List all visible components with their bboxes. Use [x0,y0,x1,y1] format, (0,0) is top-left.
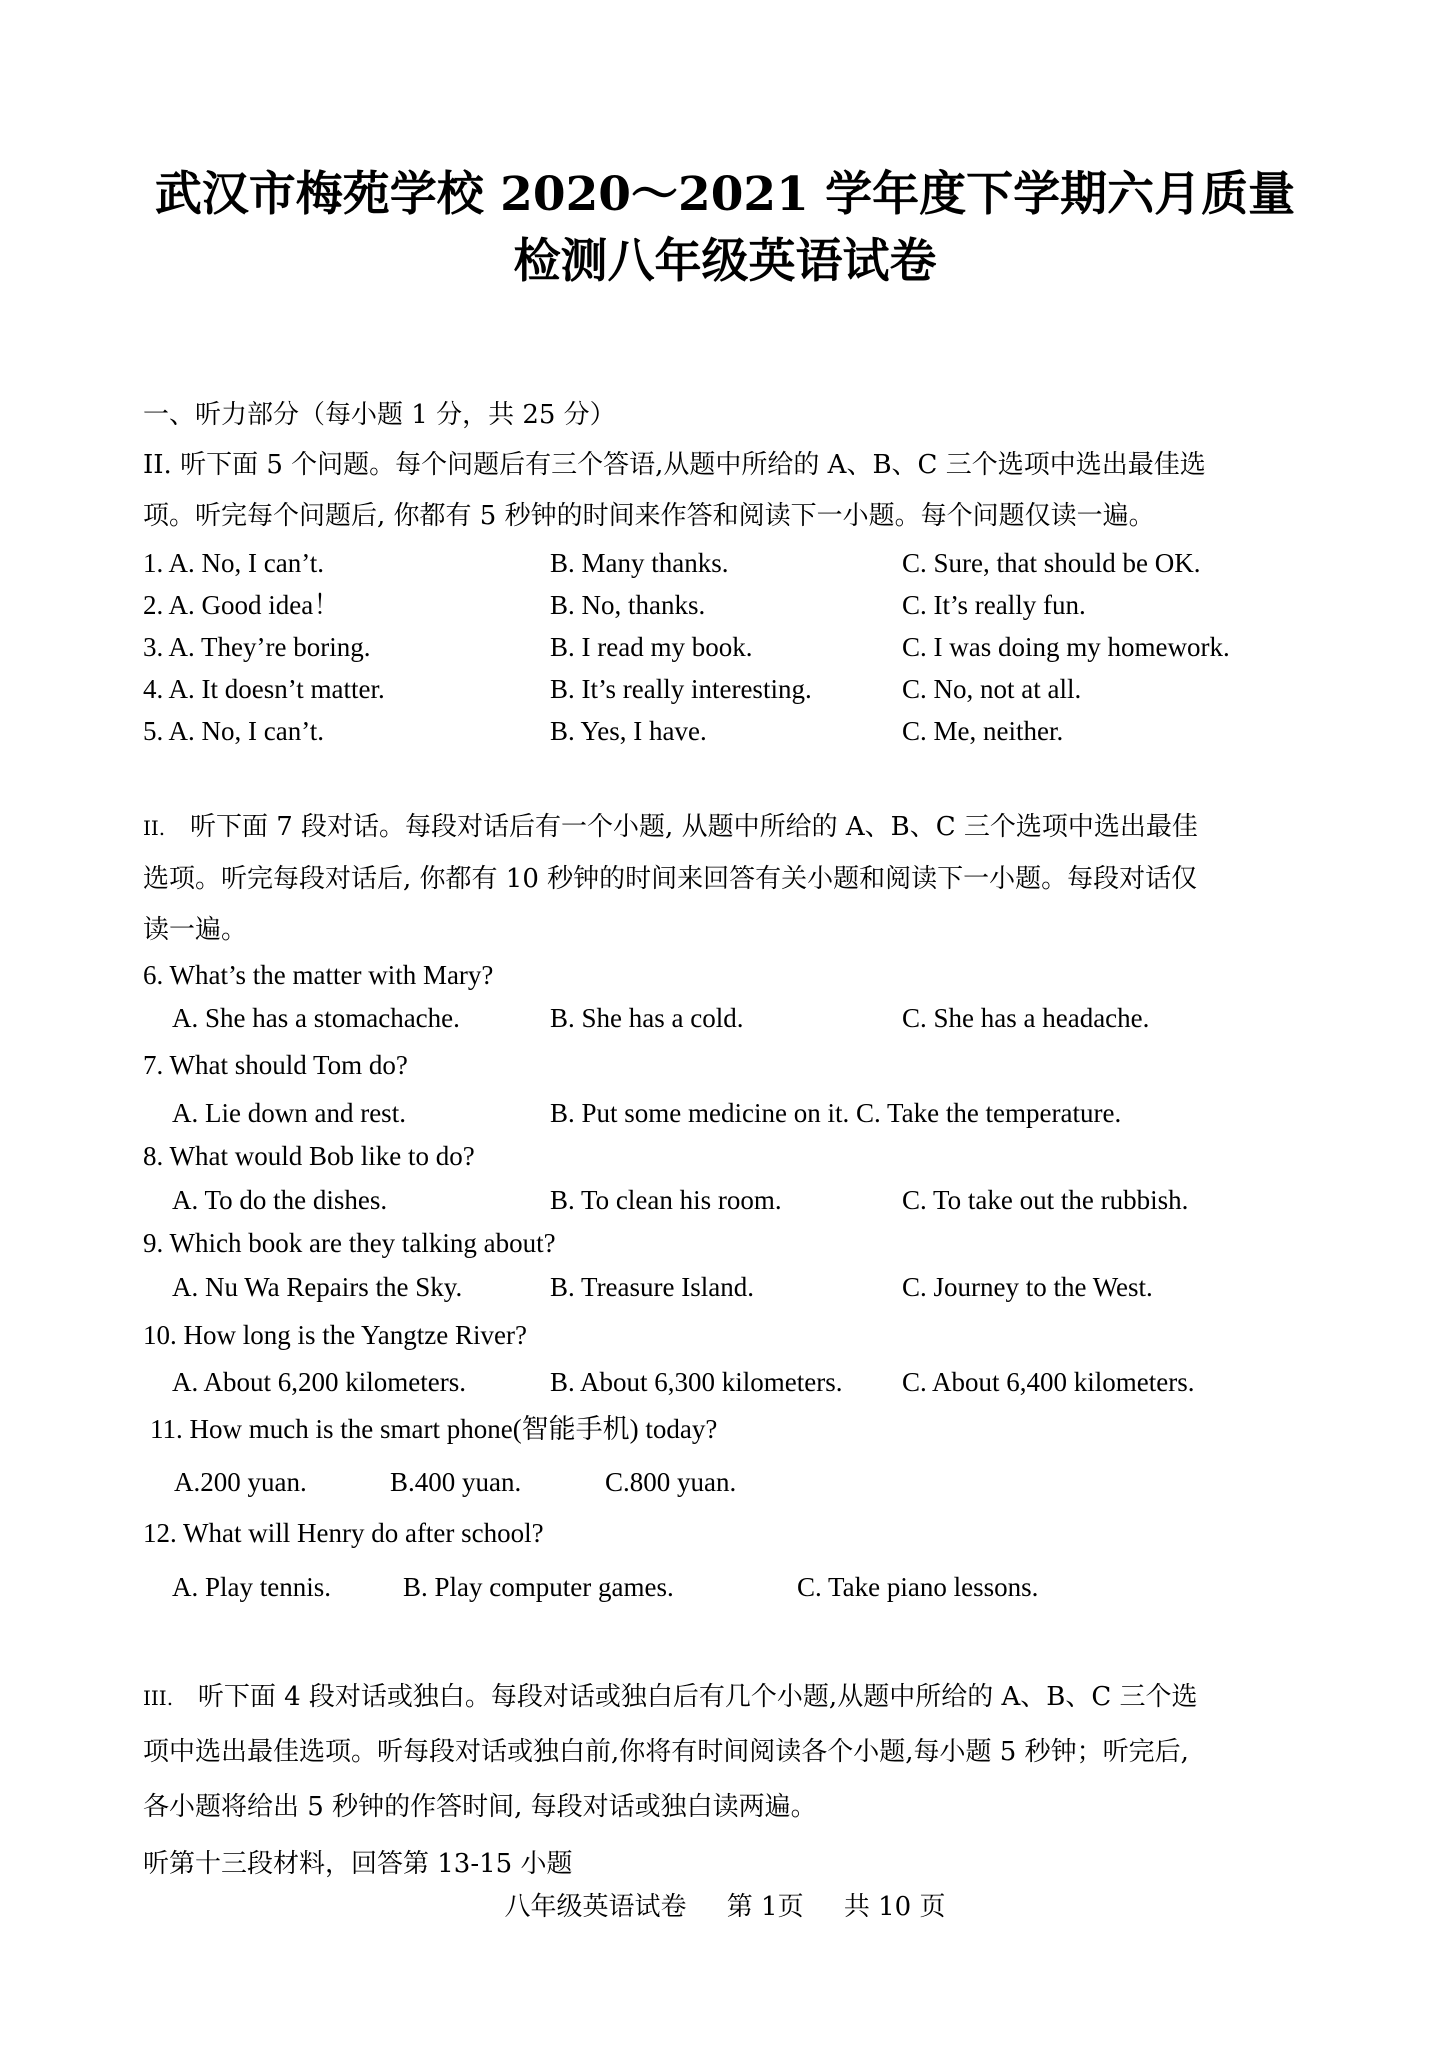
option-b: B. I read my book. [550,632,753,662]
option-a: 1. A. No, I can’t. [143,548,324,578]
option-a: A. She has a stomachache. [172,1003,460,1033]
option-c: C. To take out the rubbish. [902,1185,1189,1215]
option-b: B. No, thanks. [550,590,706,620]
option-a: A. To do the dishes. [172,1185,388,1215]
option-b: B. About 6,300 kilometers. [550,1367,843,1397]
question-text: 6. What’s the matter with Mary? [143,960,494,990]
option-c: C.800 yuan. [605,1467,737,1497]
section-2-instruction-line3: 读一遍。 [143,915,248,945]
option-b: B. Yes, I have. [550,716,707,746]
option-c: C. Take piano lessons. [797,1572,1039,1602]
option-a: 5. A. No, I can’t. [143,716,324,746]
option-a: A. Play tennis. [172,1572,331,1602]
section-3-subheading: 听第十三段材料，回答第 13-15 小题 [143,1849,573,1879]
option-c: C. No, not at all. [902,674,1082,704]
question-text: 8. What would Bob like to do? [143,1141,475,1171]
footer-page-number: 第 1页 [726,1892,804,1922]
question-text: 11. How much is the smart phone(智能手机) today? [150,1414,718,1444]
option-a: 3. A. They’re boring. [143,632,371,662]
option-a: A. Nu Wa Repairs the Sky. [172,1272,463,1302]
option-b: B. Put some medicine on it. C. Take the temperature. [550,1098,1122,1128]
section-3-instruction-text: 听下面 4 段对话或独白。每段对话或独白后有几个小题,从题中所给的 A、B、C 三个选 [197,1682,1198,1712]
section-2-instruction-text: 听下面 7 段对话。每段对话后有一个小题, 从题中所给的 A、B、C 三个选项中选出最佳 [189,812,1198,842]
question-text: 7. What should Tom do? [143,1050,408,1080]
page-footer [0,1890,1450,1924]
option-b: B. She has a cold. [550,1003,744,1033]
option-c: C. Sure, that should be OK. [902,548,1201,578]
section-1-instruction-line1: II. 听下面 5 个问题。每个问题后有三个答语,从题中所给的 A、B、C 三个选项中选出最佳选 [143,450,1206,480]
section-3-instruction-line2: 项中选出最佳选项。听每段对话或独白前,你将有时间阅读各个小题,每小题 5 秒钟；听完后, [143,1737,1189,1767]
exam-title-line1: 武汉市梅苑学校 2020～2021 学年度下学期六月质量 [154,167,1296,222]
section-3-numeral: III. [143,1686,174,1710]
option-c: C. Journey to the West. [902,1272,1153,1302]
option-c: C. It’s really fun. [902,590,1086,620]
section-3-instruction-line3: 各小题将给出 5 秒钟的作答时间, 每段对话或独白读两遍。 [143,1792,817,1822]
option-b: B. It’s really interesting. [550,674,812,704]
option-b: B. To clean his room. [550,1185,782,1215]
option-c: C. She has a headache. [902,1003,1150,1033]
footer-exam-name: 八年级英语试卷 [504,1892,687,1922]
option-b: B. Treasure Island. [550,1272,754,1302]
question-text: 10. How long is the Yangtze River? [143,1320,527,1350]
option-a: A. Lie down and rest. [172,1098,406,1128]
option-c: C. I was doing my homework. [902,632,1230,662]
option-a: 2. A. Good idea！ [143,590,341,620]
option-b: B.400 yuan. [390,1467,522,1497]
option-a: 4. A. It doesn’t matter. [143,674,385,704]
part1-heading: 一、听力部分（每小题 1 分，共 25 分） [143,400,616,430]
option-c: C. About 6,400 kilometers. [902,1367,1195,1397]
footer-total-pages: 共 10 页 [843,1892,946,1922]
option-c: C. Me, neither. [902,716,1064,746]
section-2-instruction-line2: 选项。听完每段对话后, 你都有 10 秒钟的时间来回答有关小题和阅读下一小题。每段对话仅 [143,864,1198,894]
exam-title-line2: 检测八年级英语试卷 [513,234,937,289]
section-2-instruction-line1 [143,810,1198,845]
section-3-instruction-line1 [143,1680,1198,1715]
option-b: B. Play computer games. [403,1572,674,1602]
section-1-instruction-line2: 项。听完每个问题后, 你都有 5 秒钟的时间来作答和阅读下一小题。每个问题仅读一遍。 [143,501,1155,531]
question-text: 12. What will Henry do after school? [143,1518,544,1548]
section-2-numeral: II. [143,816,166,840]
option-b: B. Many thanks. [550,548,729,578]
question-text: 9. Which book are they talking about? [143,1228,556,1258]
option-a: A. About 6,200 kilometers. [172,1367,466,1397]
option-a: A.200 yuan. [174,1467,307,1497]
